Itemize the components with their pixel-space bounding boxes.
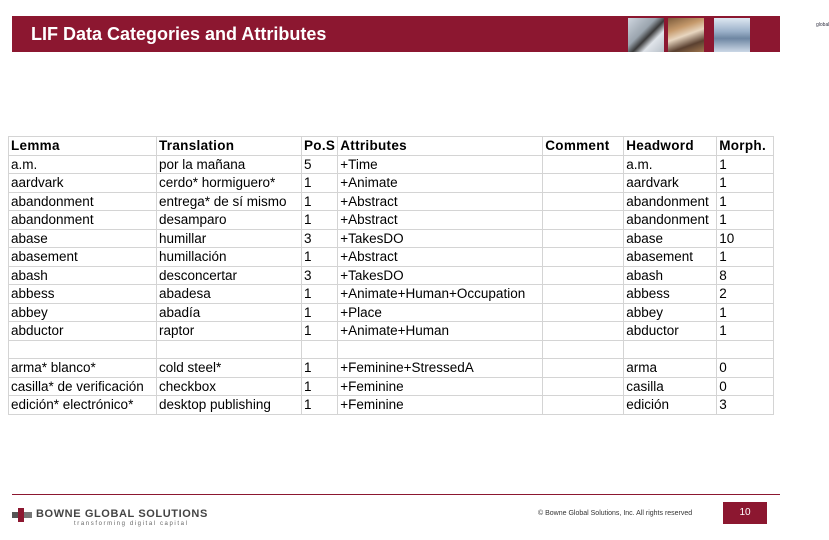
table-row xyxy=(9,192,774,211)
table-body xyxy=(9,155,774,414)
table-row xyxy=(9,285,774,304)
table-header-row xyxy=(9,137,774,156)
cell-morph xyxy=(717,340,774,359)
cell-attributes: +Abstract xyxy=(338,211,543,230)
column-header-comment: Comment xyxy=(543,137,624,156)
copyright-notice: © Bowne Global Solutions, Inc. All rights reserved xyxy=(538,510,693,517)
cell-pos: 1 xyxy=(302,359,338,378)
cell-morph: 1 xyxy=(717,322,774,341)
cell-comment xyxy=(543,192,624,211)
cell-translation: humillar xyxy=(157,229,302,248)
cell-attributes: +Animate+Human+Occupation xyxy=(338,285,543,304)
cell-headword: a.m. xyxy=(624,155,717,174)
cell-translation: cerdo* hormiguero* xyxy=(157,174,302,193)
cell-lemma: casilla* de verificación xyxy=(9,377,157,396)
cell-morph: 3 xyxy=(717,396,774,415)
cell-morph: 10 xyxy=(717,229,774,248)
cell-lemma: abash xyxy=(9,266,157,285)
column-header-morph: Morph. xyxy=(717,137,774,156)
cell-translation: cold steel* xyxy=(157,359,302,378)
cell-translation: desamparo xyxy=(157,211,302,230)
logo-text: BOWNE GLOBAL SOLUTIONS xyxy=(36,508,208,520)
cell-translation: entrega* de sí mismo xyxy=(157,192,302,211)
cell-translation: raptor xyxy=(157,322,302,341)
cell-pos: 1 xyxy=(302,377,338,396)
cell-headword: abase xyxy=(624,229,717,248)
cell-headword: abandonment xyxy=(624,192,717,211)
cell-attributes: +Feminine xyxy=(338,377,543,396)
cell-attributes: +Abstract xyxy=(338,248,543,267)
cell-lemma: a.m. xyxy=(9,155,157,174)
cell-attributes: +Place xyxy=(338,303,543,322)
cell-morph: 1 xyxy=(717,303,774,322)
cell-comment xyxy=(543,174,624,193)
man-at-window-photo xyxy=(628,18,664,52)
cell-headword: aardvark xyxy=(624,174,717,193)
cell-translation: por la mañana xyxy=(157,155,302,174)
cell-pos xyxy=(302,340,338,359)
cell-pos: 5 xyxy=(302,155,338,174)
logo-tagline: transforming digital capital xyxy=(74,521,189,527)
column-header-lemma: Lemma xyxy=(9,137,157,156)
logo-mark-icon xyxy=(12,508,34,522)
cell-headword: abasement xyxy=(624,248,717,267)
globe-photo-label: global xyxy=(816,22,829,28)
cell-translation: desconcertar xyxy=(157,266,302,285)
cell-comment xyxy=(543,359,624,378)
table-row xyxy=(9,322,774,341)
cell-translation: desktop publishing xyxy=(157,396,302,415)
table-row xyxy=(9,174,774,193)
cell-headword: edición xyxy=(624,396,717,415)
cell-lemma: edición* electrónico* xyxy=(9,396,157,415)
cell-attributes xyxy=(338,340,543,359)
cell-lemma: abbess xyxy=(9,285,157,304)
cell-pos: 1 xyxy=(302,322,338,341)
cell-morph: 2 xyxy=(717,285,774,304)
cell-lemma: abandonment xyxy=(9,192,157,211)
footer-divider xyxy=(12,494,780,495)
cell-headword: arma xyxy=(624,359,717,378)
cell-translation: humillación xyxy=(157,248,302,267)
lif-attributes-table xyxy=(8,136,774,415)
cell-pos: 1 xyxy=(302,192,338,211)
cell-lemma xyxy=(9,340,157,359)
cell-morph: 1 xyxy=(717,192,774,211)
cell-attributes: +TakesDO xyxy=(338,266,543,285)
cell-attributes: +TakesDO xyxy=(338,229,543,248)
cell-headword: abandonment xyxy=(624,211,717,230)
slide-header xyxy=(12,16,829,52)
cell-morph: 1 xyxy=(717,211,774,230)
cell-headword: abbess xyxy=(624,285,717,304)
cell-morph: 8 xyxy=(717,266,774,285)
column-header-pos: Po.S xyxy=(302,137,338,156)
cell-headword: abductor xyxy=(624,322,717,341)
cell-translation: abadesa xyxy=(157,285,302,304)
cell-comment xyxy=(543,248,624,267)
cell-comment xyxy=(543,211,624,230)
cell-translation: checkbox xyxy=(157,377,302,396)
cell-attributes: +Animate+Human xyxy=(338,322,543,341)
cell-pos: 3 xyxy=(302,266,338,285)
cell-pos: 1 xyxy=(302,303,338,322)
cell-lemma: abductor xyxy=(9,322,157,341)
cell-comment xyxy=(543,377,624,396)
table-row xyxy=(9,229,774,248)
cell-lemma: aardvark xyxy=(9,174,157,193)
cell-comment xyxy=(543,266,624,285)
table-row xyxy=(9,396,774,415)
cell-lemma: abase xyxy=(9,229,157,248)
table-row xyxy=(9,155,774,174)
cell-headword: abbey xyxy=(624,303,717,322)
cell-pos: 3 xyxy=(302,229,338,248)
cell-headword xyxy=(624,340,717,359)
cell-pos: 1 xyxy=(302,248,338,267)
table-row xyxy=(9,377,774,396)
column-header-translation: Translation xyxy=(157,137,302,156)
cell-attributes: +Time xyxy=(338,155,543,174)
cell-morph: 1 xyxy=(717,248,774,267)
cell-lemma: arma* blanco* xyxy=(9,359,157,378)
slide-title: LIF Data Categories and Attributes xyxy=(31,24,327,44)
cell-morph: 1 xyxy=(717,174,774,193)
cell-pos: 1 xyxy=(302,396,338,415)
cell-comment xyxy=(543,322,624,341)
cell-comment xyxy=(543,285,624,304)
cell-comment xyxy=(543,155,624,174)
cell-lemma: abandonment xyxy=(9,211,157,230)
column-header-headword: Headword xyxy=(624,137,717,156)
table-row xyxy=(9,340,774,359)
cell-headword: abash xyxy=(624,266,717,285)
cell-morph: 0 xyxy=(717,377,774,396)
group-meeting-photo xyxy=(668,18,704,52)
cell-attributes: +Animate xyxy=(338,174,543,193)
cell-comment xyxy=(543,303,624,322)
table-row xyxy=(9,266,774,285)
cell-translation xyxy=(157,340,302,359)
cell-lemma: abbey xyxy=(9,303,157,322)
cell-pos: 1 xyxy=(302,211,338,230)
cell-comment xyxy=(543,340,624,359)
cell-comment xyxy=(543,229,624,248)
cell-attributes: +Feminine+StressedA xyxy=(338,359,543,378)
cell-pos: 1 xyxy=(302,285,338,304)
cell-pos: 1 xyxy=(302,174,338,193)
cell-morph: 1 xyxy=(717,155,774,174)
column-header-attributes: Attributes xyxy=(338,137,543,156)
table-row xyxy=(9,211,774,230)
cell-morph: 0 xyxy=(717,359,774,378)
cell-headword: casilla xyxy=(624,377,717,396)
table-row xyxy=(9,359,774,378)
cell-lemma: abasement xyxy=(9,248,157,267)
cell-translation: abadía xyxy=(157,303,302,322)
cell-attributes: +Feminine xyxy=(338,396,543,415)
page-number: 10 xyxy=(723,502,767,524)
table-row xyxy=(9,248,774,267)
cell-comment xyxy=(543,396,624,415)
cell-attributes: +Abstract xyxy=(338,192,543,211)
table-row xyxy=(9,303,774,322)
globe-photo xyxy=(714,18,829,52)
